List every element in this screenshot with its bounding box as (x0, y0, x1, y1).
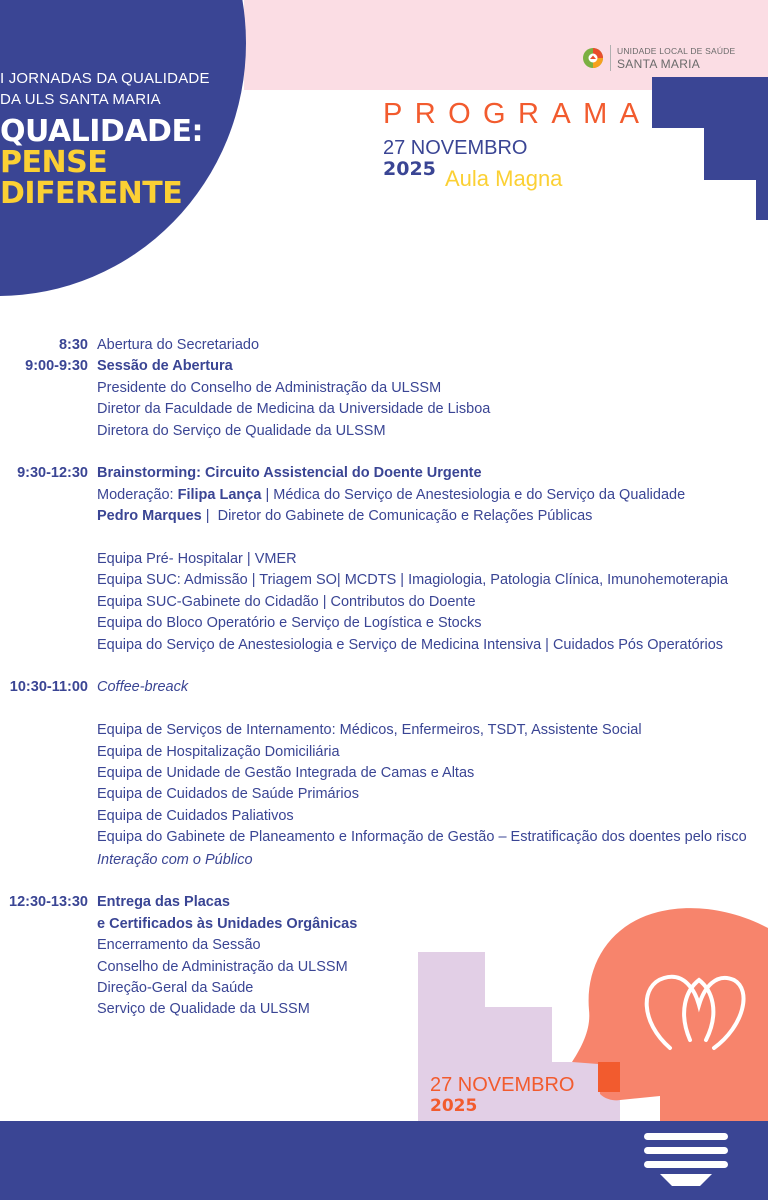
schedule-text-main: Equipa do Bloco Operatório e Serviço de Logística e Stocks (97, 615, 482, 632)
schedule-text-main: Serviço de Qualidade da ULSSM (97, 1001, 310, 1018)
schedule-text-main: Direção-Geral da Saúde (97, 980, 254, 996)
schedule-time: 10:30-11:00 (9, 679, 88, 696)
schedule-text-main: Equipa de Cuidados de Saúde Primários (97, 786, 359, 803)
schedule-text-main: Entrega das Placas (97, 894, 230, 911)
schedule-text-main: Coffee-breack (97, 679, 189, 696)
schedule-text-main: Equipa de Cuidados Paliativos (97, 807, 294, 824)
schedule-text-main: e Certificados às Unidades Orgânicas (97, 915, 358, 932)
schedule-time: 9:00-9:30 (25, 358, 88, 375)
schedule-text-main: Equipa de Serviços de Internamento: Médicos, Enfermeiros, TSDT, Assistente Social (97, 722, 642, 739)
schedule-time: 8:30 (58, 337, 88, 353)
event-venue: Aula Magna (445, 166, 563, 191)
event-year: 2025 (383, 158, 436, 180)
schedule-text-main: Equipa Pré- Hospitalar | VMER (97, 551, 297, 567)
schedule-text-prefix: Moderação: (97, 486, 178, 503)
schedule-text-main: Equipa de Hospitalização Domiciliária (97, 743, 340, 760)
schedule-text-main: Diretor da Faculdade de Medicina da Universidade de Lisboa (97, 401, 491, 418)
schedule-person-name: Pedro Marques (97, 508, 202, 525)
schedule-text-main: Equipa SUC: Admissão | Triagem SO| MCDTS | Imagiologia, Patologia Clínica, Imunohemoterapia (97, 572, 729, 589)
headline-line2: PENSE (0, 145, 108, 180)
schedule-time: 9:30-12:30 (17, 465, 88, 482)
programa-heading: PROGRAMA (383, 98, 652, 130)
schedule-text-main: Equipa de Unidade de Gestão Integrada de Camas e Altas (97, 765, 475, 781)
schedule-time: 12:30-13:30 (9, 894, 88, 911)
schedule-text-main: Equipa do Serviço de Anestesiologia e Serviço de Medicina Intensiva | Cuidados Pós Operatórios (97, 636, 724, 653)
schedule-text-main: Equipa SUC-Gabinete do Cidadão | Contributos do Doente (97, 593, 476, 610)
logo-line1: UNIDADE LOCAL DE SAÚDE (617, 45, 736, 56)
footer-date: 27 NOVEMBRO (430, 1074, 575, 1096)
headline-line3: DIFERENTE (0, 176, 183, 211)
logo-line2: SANTA MARIA (617, 56, 701, 71)
event-subtitle-line1: I JORNADAS DA QUALIDADE (0, 70, 210, 87)
schedule-text-main: | Médica do Serviço de Anestesiologia e do Serviço da Qualidade (261, 486, 686, 503)
schedule-text-main: Interação com o Público (97, 851, 253, 868)
event-subtitle-line2: DA ULS SANTA MARIA (0, 91, 161, 108)
schedule-text-main: Brainstorming: Circuito Assistencial do Doente Urgente (97, 465, 482, 482)
event-date: 27 NOVEMBRO (383, 137, 528, 159)
schedule-text-main: Equipa do Gabinete de Planeamento e Informação de Gestão – Estratificação dos doentes pelo risco (97, 829, 747, 846)
schedule-text-main: Conselho de Administração da ULSSM (97, 958, 348, 975)
schedule-text-main: Sessão de Abertura (97, 358, 233, 375)
headline-line1: QUALIDADE: (0, 114, 203, 149)
schedule-text-main: Encerramento da Sessão (97, 937, 261, 954)
footer-year: 2025 (430, 1096, 478, 1116)
schedule-person-name: Filipa Lança (177, 486, 262, 503)
schedule-text-main: Presidente do Conselho de Administração da ULSSM (97, 379, 442, 396)
schedule-text-main: Abertura do Secretariado (97, 337, 260, 353)
schedule-text-main: | Diretor do Gabinete de Comunicação e Relações Públicas (201, 508, 593, 525)
schedule-text-main: Diretora do Serviço de Qualidade da ULSSM (97, 422, 386, 439)
